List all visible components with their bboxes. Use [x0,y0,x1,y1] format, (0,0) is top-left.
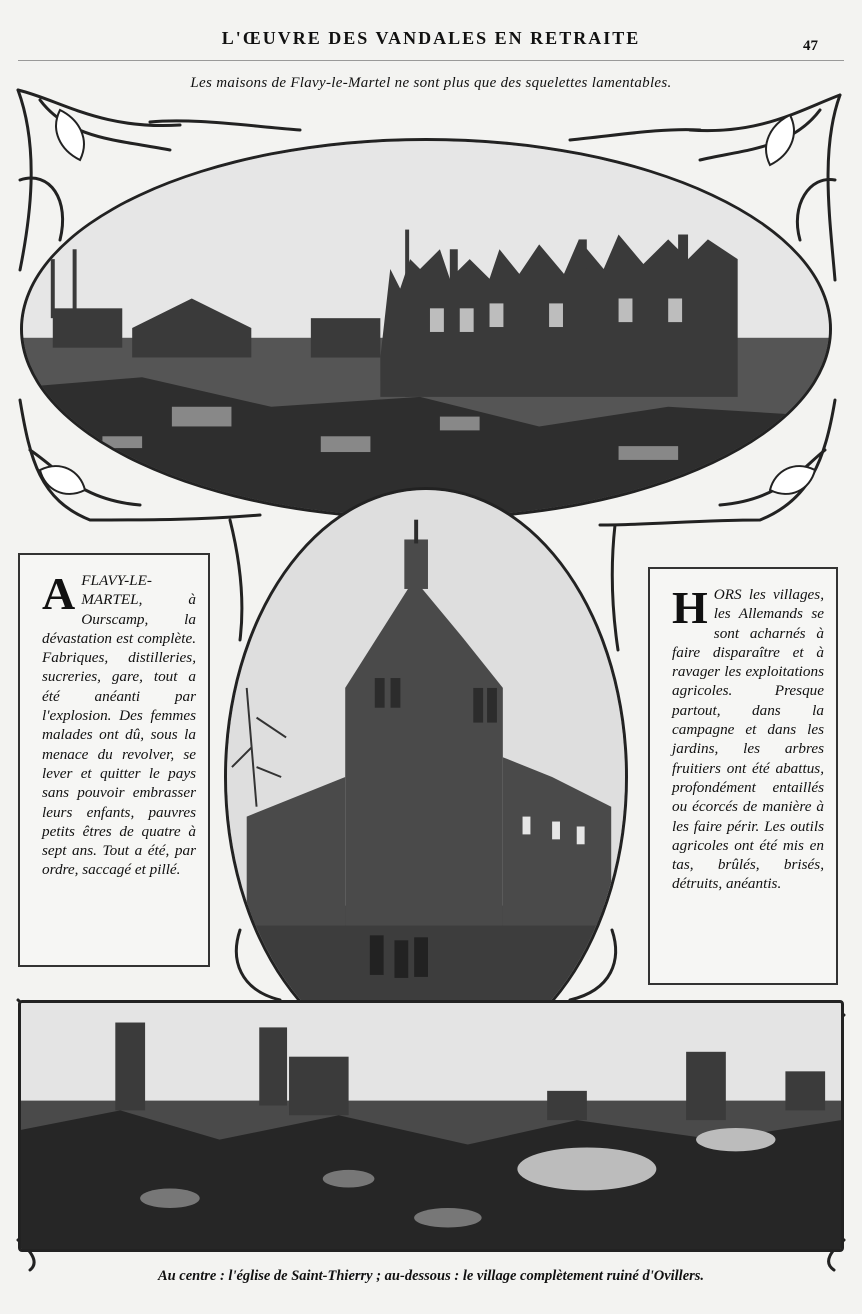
left-article-text: FLAVY-LE-MARTEL, à Ourscamp, la dévastation est complète. Fabriques, distilleries, sucreries, gare, tout a été anéanti par l'explosion. Des femmes malades ont dû, sous la menace du revolver, se lever et quitter le pays sans pouvoir embrasser leurs enfants, pauvres petits êtres de quatre à sept ans. Tout a été, par ordre, saccagé et pillé. [42,572,196,879]
right-article [648,567,838,985]
photo-flavy-ruins [20,138,832,520]
right-article-dropcap: H [672,582,708,633]
left-article-dropcap: A [42,568,76,619]
page-number: 47 [803,38,818,54]
bottom-caption: Au centre : l'église de Saint-Thierry ; au-dessous : le village complètement ruiné d'Ovillers. [157,1268,705,1284]
photo-saint-thierry-church [224,487,628,1067]
right-article-text: ORS les villages, les Allemands se sont acharnés à faire disparaître et à ravager les exploitations agricoles. Presque partout, dans la campagne et dans les jardins, les arbres fruitiers ont été abattus, profondément entaillés ou écorcés de manière à les faire périr. Les outils agricoles ont été mis en tas, brûlés, brisés, détruits, anéantis. [672,586,824,893]
left-article [18,553,210,967]
page-header-title: L'ŒUVRE DES VANDALES EN RETRAITE [221,28,641,48]
photo-ovillers-ruins [18,1000,844,1252]
top-caption: Les maisons de Flavy-le-Martel ne sont plus que des squelettes lamentables. [190,75,672,91]
header-divider [18,60,844,61]
